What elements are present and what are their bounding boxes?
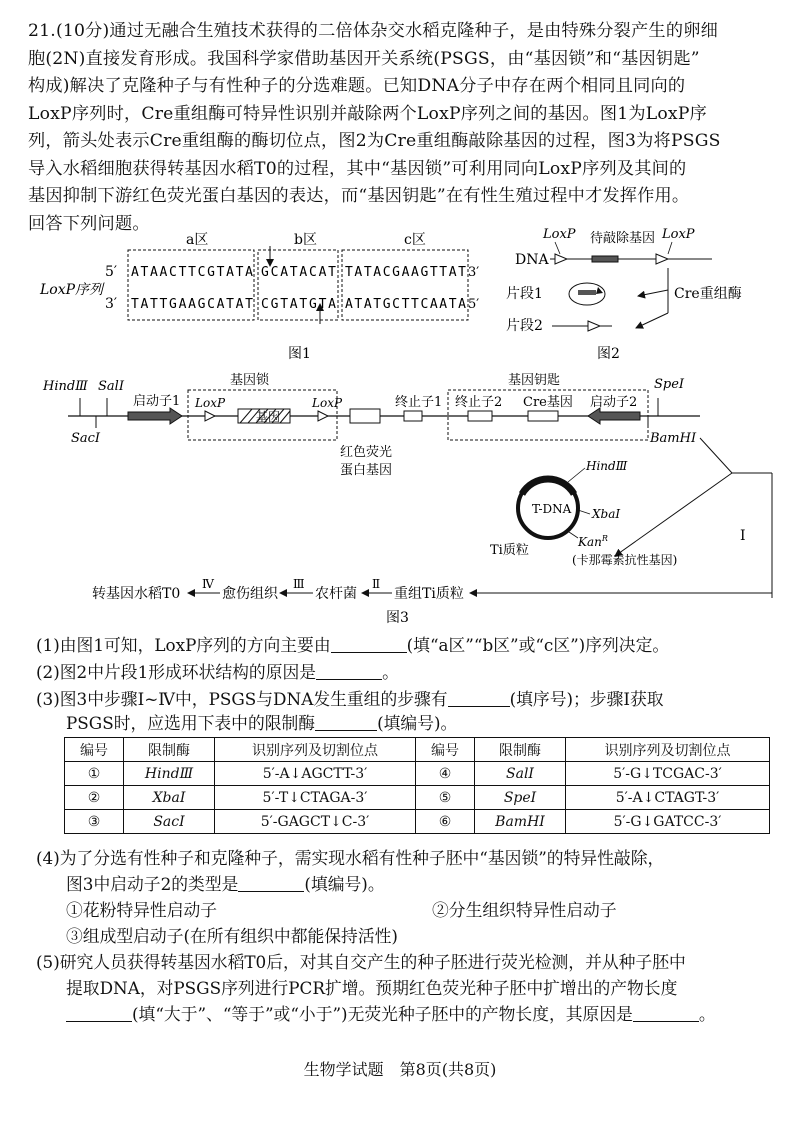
subq-3: (3)图3中步骤Ⅰ~Ⅳ中，PSGS与DNA发生重组的步骤有 (填序号)；步骤Ⅰ获取 bbox=[36, 689, 664, 709]
intro-line-4: LoxP序列时，Cre重组酶可特异性识别并敲除两个LoxP序列之间的基因。图1为LoxP序 bbox=[28, 103, 707, 124]
fig2-loxp-right: LoxP bbox=[662, 228, 695, 242]
intro-line-2: 胞(2N)直接发育形成。我国科学家借助基因开关系统(PSGS，由“基因锁”和“基因钥匙” bbox=[28, 48, 700, 69]
fig1-3prime: 3′ bbox=[105, 296, 118, 312]
fig1-top-c: TATACGAAGTTAT bbox=[345, 265, 466, 280]
fig3-gene-text: 基因 bbox=[256, 410, 281, 424]
fig2-frag2: 片段2 bbox=[506, 318, 543, 334]
subq-5-line3: (填“大于”、“等于”或“小于”)无荧光种子胚中的产物长度，其原因是 。 bbox=[66, 1001, 716, 1028]
fig1-top-b: GCATACAT bbox=[261, 265, 336, 280]
fig3-gene-lock: 基因锁 bbox=[230, 373, 270, 388]
fig3-tdna-arc bbox=[522, 479, 574, 494]
fig3-flow-callus: 愈伤组织 bbox=[222, 586, 278, 602]
fig3-flow-agro: 农杆菌 bbox=[315, 586, 357, 602]
subq-4-opt3: ③组成型启动子(在所有组织中都能保持活性) bbox=[66, 926, 398, 946]
fig1-bot-c: ATATGCTTCAATA bbox=[345, 297, 466, 312]
fig3-kan-note: (卡那霉素抗性基因) bbox=[572, 553, 678, 567]
fig3-flow-ti: 重组Ti质粒 bbox=[394, 586, 464, 602]
fig3-step3: Ⅲ bbox=[293, 577, 305, 591]
fig3-cre-box bbox=[528, 411, 558, 421]
fig1-region-c: c区 bbox=[404, 232, 426, 248]
fig3-red-line2: 蛋白基因 bbox=[340, 463, 393, 478]
fig3-terminator2-box bbox=[468, 411, 492, 421]
fig3-step2: Ⅱ bbox=[372, 577, 381, 591]
figure-1 bbox=[39, 232, 479, 362]
intro-line-3: 构成)解决了克隆种子与有性种子的分选难题。已知DNA分子中存在两个相同且同向的 bbox=[28, 76, 686, 96]
fig1-top-a: ATAACTTCGTATA bbox=[131, 265, 253, 280]
intro-line-8: 回答下列问题。 bbox=[28, 213, 150, 234]
fig1-bot-end: 5′ bbox=[468, 297, 480, 312]
answer-blank-3a[interactable] bbox=[448, 688, 510, 707]
fig1-bot-b: CGTATGTA bbox=[261, 297, 336, 312]
fig3-terminator2: 终止子2 bbox=[455, 395, 503, 410]
fig2-loxp-triangle-right bbox=[656, 254, 668, 264]
fig1-region-b: b区 bbox=[294, 232, 317, 248]
fig1-bot-a: TATTGAAGCATAT bbox=[131, 297, 253, 312]
fig3-promoter1: 启动子1 bbox=[133, 394, 181, 409]
fig3-loxp2: LoxP bbox=[312, 396, 343, 410]
fig3-promoter1-arrow bbox=[128, 408, 182, 424]
table-row: ② XbaⅠ 5′-T↓CTAGA-3′ ⑤ SpeⅠ 5′-A↓CTAGT-3′ bbox=[65, 786, 770, 810]
fig3-bam: BamHⅠ bbox=[650, 431, 697, 446]
fig3-red-box bbox=[350, 409, 380, 423]
answer-blank-5b[interactable] bbox=[633, 1003, 699, 1022]
intro-line-7: 基因抑制下游红色荧光蛋白基因的表达，而“基因钥匙”在有性生殖过程中才发挥作用。 bbox=[28, 186, 690, 206]
fig2-frag1: 片段1 bbox=[506, 286, 543, 302]
fig3-terminator1-box bbox=[404, 411, 422, 421]
fig2-gene-box bbox=[592, 256, 618, 262]
answer-blank-1[interactable] bbox=[331, 634, 407, 653]
intro-line-1: 21.(10分)通过无融合生殖技术获得的二倍体杂交水稻克隆种子，是由特殊分裂产生的卵细 bbox=[28, 21, 718, 41]
fig3-terminator1: 终止子1 bbox=[395, 395, 443, 410]
answer-blank-2[interactable] bbox=[316, 661, 382, 680]
fig1-caption: 图1 bbox=[288, 346, 311, 362]
fig1-label: LoxP序列 bbox=[40, 282, 104, 298]
subq-5: (5)研究人员获得转基因水稻T0后，对其自交产生的种子胚进行荧光检测，并从种子胚中 bbox=[36, 952, 686, 972]
answer-blank-4[interactable] bbox=[238, 873, 304, 892]
table-row: ① HindⅢ 5′-A↓AGCTT-3′ ④ SalⅠ 5′-G↓TCGAC-3′ bbox=[65, 762, 770, 786]
table-header-row: 编号 限制酶 识别序列及切割位点 编号 限制酶 识别序列及切割位点 bbox=[65, 738, 770, 762]
figure-2 bbox=[506, 228, 742, 362]
figures-svg bbox=[0, 228, 800, 628]
figure-3 bbox=[42, 372, 772, 626]
subq-3-cont: PSGS时，应选用下表中的限制酶 (填编号)。 bbox=[66, 713, 458, 733]
answer-blank-5a[interactable] bbox=[66, 1003, 132, 1022]
fig1-5prime: 5′ bbox=[105, 264, 118, 280]
fig3-flow-t0: 转基因水稻T0 bbox=[92, 586, 181, 602]
fig1-region-a: a区 bbox=[186, 232, 209, 248]
subq-4-cont: 图3中启动子2的类型是 (填编号)。 bbox=[66, 874, 385, 894]
fig3-step4: Ⅳ bbox=[202, 577, 214, 591]
fig3-hind: HindⅢ bbox=[43, 379, 88, 394]
fig2-dna: DNA bbox=[515, 252, 549, 268]
subq-5-line2: 提取DNA，对PSGS序列进行PCR扩增。预期红色荧光种子胚中扩增出的产物长度 bbox=[66, 978, 678, 998]
fig2-gene: 待敲除基因 bbox=[590, 231, 656, 246]
fig2-cre: Cre重组酶 bbox=[674, 286, 742, 302]
fig2-loxp-left: LoxP bbox=[543, 228, 576, 242]
fig3-kan: Kan$^R$ bbox=[578, 534, 608, 549]
fig3-xba: XbaⅠ bbox=[592, 507, 621, 521]
subq-4: (4)为了分选有性种子和克隆种子，需实现水稻有性种子胚中“基因锁”的特异性敲除， bbox=[36, 848, 665, 868]
enzyme-table bbox=[64, 737, 770, 834]
fig3-caption: 图3 bbox=[386, 610, 409, 626]
answer-blank-3b[interactable] bbox=[315, 712, 377, 731]
fig3-promoter2-arrow bbox=[588, 408, 640, 424]
intro-line-5: 列，箭头处表示Cre重组酶的酶切位点，图2为Cre重组酶敲除基因的过程，图3为将PSGS bbox=[28, 131, 721, 151]
fig3-ti: Ti质粒 bbox=[490, 543, 529, 558]
table-row: ③ SacⅠ 5′-GAGCT↓C-3′ ⑥ BamHⅠ 5′-G↓GATCC-3′ bbox=[65, 810, 770, 834]
fig2-caption: 图2 bbox=[597, 346, 620, 362]
subq-1: (1)由图1可知，LoxP序列的方向主要由 (填“a区”“b区”或“c区”)序列决定。 bbox=[36, 635, 670, 655]
fig3-spe: SpeⅠ bbox=[654, 377, 685, 392]
fig1-top-end: 3′ bbox=[468, 265, 480, 280]
subq-2: (2)图2中片段1形成环状结构的原因是 。 bbox=[36, 662, 399, 682]
fig3-plasmid-hind: HindⅢ bbox=[586, 459, 628, 473]
fig3-step1: Ⅰ bbox=[740, 528, 746, 544]
subq-4-opt2: ②分生组织特异性启动子 bbox=[432, 900, 617, 920]
fig3-promoter2: 启动子2 bbox=[590, 395, 638, 410]
page-footer: 生物学试题 第8页(共8页) bbox=[303, 1060, 497, 1079]
question-intro bbox=[28, 18, 778, 238]
fig3-loxp1: LoxP bbox=[195, 396, 226, 410]
fig3-tdna: T-DNA bbox=[532, 502, 572, 516]
intro-line-6: 导入水稻细胞获得转基因水稻T0的过程，其中“基因锁”可利用同向LoxP序列及其间的 bbox=[28, 158, 687, 179]
subq-4-opt1: ①花粉特异性启动子 bbox=[66, 900, 218, 920]
fig2-loxp-triangle-left bbox=[555, 254, 567, 264]
fig3-sal: SalⅠ bbox=[98, 379, 124, 394]
fig3-cre-gene: Cre基因 bbox=[523, 395, 573, 410]
fig3-red-line1: 红色荧光 bbox=[340, 445, 393, 460]
fig3-sac: SacⅠ bbox=[71, 431, 101, 446]
fig3-gene-key: 基因钥匙 bbox=[508, 373, 561, 388]
